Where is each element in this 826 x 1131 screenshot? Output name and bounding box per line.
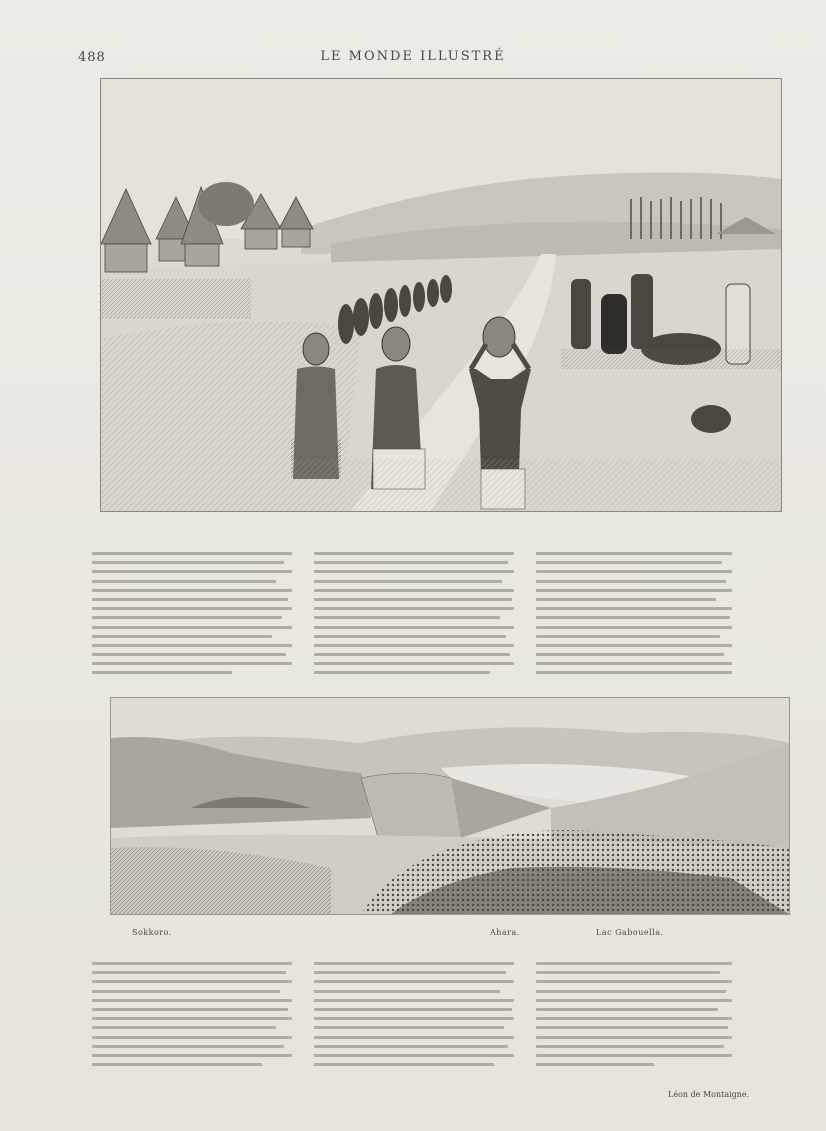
figure-caption-lac-gabouella: Lac Gabouella. [596, 928, 664, 937]
figure-caption-sokkoro: Sokkoro. [132, 928, 172, 937]
engraving-procession [100, 78, 782, 512]
article-column-4 [92, 962, 292, 1072]
figure-caption-ahara: Ahara. [490, 928, 520, 937]
landscape-illustration [111, 698, 789, 914]
engraving-landscape [110, 697, 790, 915]
article-column-3 [536, 552, 732, 681]
article-columns-top [92, 552, 732, 687]
author-signature: Léon de Montaigne. [668, 1090, 750, 1099]
masthead-title: LE MONDE ILLUSTRÉ [320, 49, 506, 64]
article-column-6 [536, 962, 732, 1072]
article-column-5 [314, 962, 514, 1072]
article-column-2 [314, 552, 514, 681]
article-columns-bottom [92, 962, 732, 1082]
page-number: 488 [78, 50, 106, 65]
figure-caption-top [0, 514, 826, 523]
procession-illustration [101, 79, 781, 511]
article-column-1 [92, 552, 292, 681]
